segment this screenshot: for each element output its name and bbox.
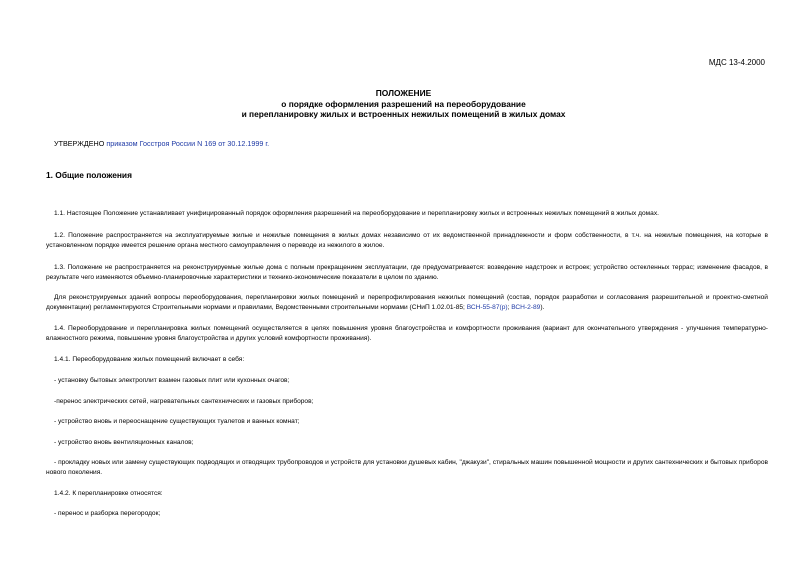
reconstruction-text: Для реконструируемых зданий вопросы переоборудования, перепланировки жилых помещений и перепрофилирования нежилых помещений (состав, порядок разработки и согласования разрешительной и проектно-сметной документации) регламентируются Строительными нормами и правилами, Ведомственными строительными нормами (СНиП 1.02.01-85; [46,294,768,312]
reconstruction-separator: ; [507,304,512,312]
section-heading: 1. Общие положения [46,170,132,180]
approval-line [54,139,269,148]
paragraph-1-1: 1.1. Настоящее Положение устанавливает унифицированный порядок оформления разрешений на переоборудование и перепланировку жилых и встроенных нежилых помещений в жилых домах. [54,210,659,217]
approval-order-link[interactable]: приказом Госстроя России N 169 от 30.12.1999 г. [106,139,270,148]
list-item: - установку бытовых электроплит взамен газовых плит или кухонных очагов; [54,377,290,384]
title-line-3: и перепланировку жилых и встроенных нежилых помещений в жилых домах [241,109,566,119]
reconstruction-end: ). [540,304,545,312]
list-item: - прокладку новых или замену существующих подводящих и отводящих трубопроводов и устройств для установки душевых кабин, "джакузи", стиральных машин повышенной мощности и других сантехнических и бытовых приборов нового поколения. [46,459,768,477]
list-item: - устройство вновь вентиляционных каналов; [54,439,194,446]
list-item: -перенос электрических сетей, нагревательных сантехнических и газовых приборов; [54,398,314,405]
list-item: - устройство вновь и переоснащение существующих туалетов и ванных комнат; [54,418,300,425]
paragraph-reconstruction [46,293,768,313]
paragraph-1-4-2: 1.4.2. К перепланировке относятся: [54,490,163,497]
document-number: МДС 13-4.2000 [708,58,765,67]
paragraph-1-4: 1.4. Переоборудование и перепланировка жилых помещений осуществляется в целях повышения уровня благоустройства и комфортности проживания (вариант для окончательного утверждения - улучшения температурно-влажностного режима, повышение уровня благоустройства и других условий комфортности проживания). [46,325,768,343]
paragraph-1-2: 1.2. Положение распространяется на эксплуатируемые жилые и нежилые помещения в жилых домах независимо от их ведомственной принадлежности и форм собственности, в т.ч. на нежилые помещения, на которые в установленном порядке имеется решение органа местного самоуправления о переводе из нежилого в жилое. [46,232,768,250]
paragraph-1-3: 1.3. Положение не распространяется на реконструируемые жилые дома с полным прекращением эксплуатации, где предусматривается: возведение надстроек и встроек; устройство остекленных террас; изменение фасадов, в результате чего изменяются объемно-планировочные характеристики и технико-экономические показатели в целом по зданию. [46,264,768,282]
vsn-55-87-link[interactable]: ВСН-55-87(р) [466,304,508,312]
vsn-2-89-link[interactable]: ВСН-2-89 [511,304,541,312]
approval-prefix: УТВЕРЖДЕНО [54,139,105,148]
title-line-1: ПОЛОЖЕНИЕ [375,88,432,98]
document-title [0,88,807,120]
paragraph-1-4-1: 1.4.1. Переоборудование жилых помещений включает в себя: [54,356,245,363]
list-item: - перенос и разборка перегородок; [54,510,161,517]
title-line-2: о порядке оформления разрешений на переоборудование [281,98,526,109]
